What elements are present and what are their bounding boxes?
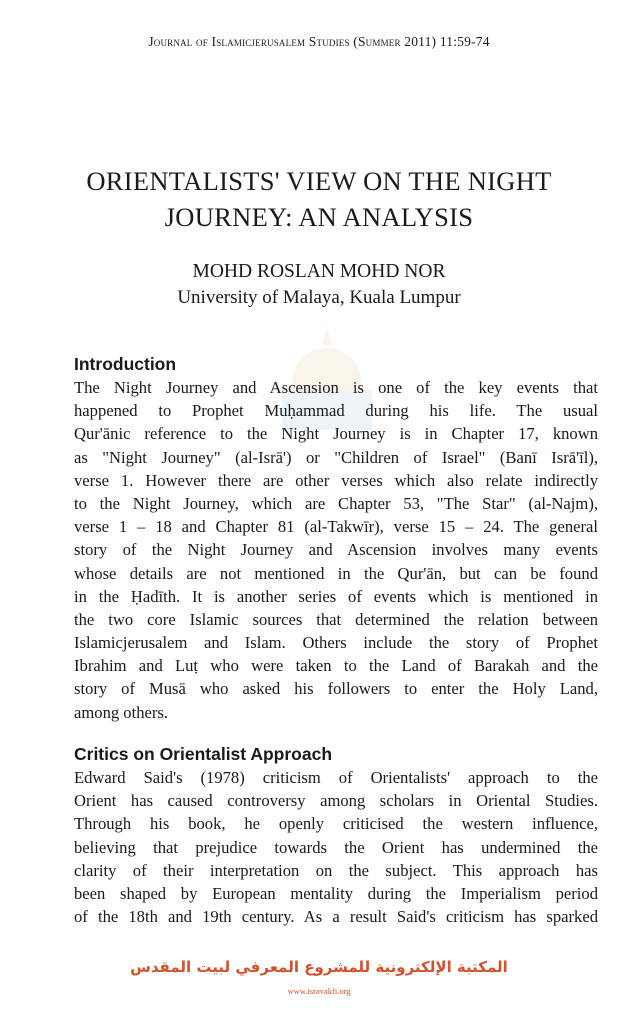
text-line: of the 18th and 19th century. As a result Said's criticism has sparked xyxy=(74,907,598,927)
text-line: clarity of their interpretation on the subject. This approach has xyxy=(74,860,598,880)
library-name-arabic: المكتبة الإلكترونية للمشروع المعرفي لبيت المقدس xyxy=(130,958,508,976)
text-line: verse 1 – 18 and Chapter 81 (al-Takwīr), verse 15 – 24. The general xyxy=(74,517,598,537)
text-line: in the Ḥadīth. It is another series of events which is mentioned in xyxy=(74,586,598,606)
text-line: story of Musā who asked his followers to enter the Holy Land, xyxy=(74,679,598,699)
text-line: been shaped by European mentality during the Imperialism period xyxy=(74,883,598,903)
introduction-paragraph xyxy=(74,376,598,724)
text-line: Orient has caused controversy among scholars in Oriental Studies. xyxy=(74,791,598,811)
section-heading-introduction: Introduction xyxy=(74,354,177,374)
title-line-1: ORIENTALISTS' VIEW ON THE NIGHT xyxy=(86,166,552,196)
author-name: MOHD ROSLAN MOHD NOR xyxy=(192,261,446,282)
journal-citation: Journal of Islamicjerusalem Studies (Summer 2011) 11:59-74 xyxy=(148,34,490,49)
text-line: happened to Prophet Muḥammad during his life. The usual xyxy=(74,401,598,421)
text-line: the two core Islamic sources that determined the relation between xyxy=(74,609,598,629)
library-url[interactable]: www.isravakfi.org xyxy=(287,986,351,996)
critics-paragraph xyxy=(74,766,598,928)
journal-header xyxy=(0,34,638,50)
text-line: story of the Night Journey and Ascension involves many events xyxy=(74,540,598,560)
text-line: to the Night Journey, which are Chapter 53, "The Star" (al-Najm), xyxy=(74,493,598,513)
text-line: The Night Journey and Ascension is one of the key events that xyxy=(74,378,598,397)
text-line: Islamicjerusalem and Islam. Others include the story of Prophet xyxy=(74,633,598,653)
text-line: believing that prejudice towards the Orient has undermined the xyxy=(74,837,598,857)
author-affiliation: University of Malaya, Kuala Lumpur xyxy=(177,287,461,308)
text-line: among others. xyxy=(74,702,169,722)
text-line: Edward Said's (1978) criticism of Orientalists' approach to the xyxy=(74,768,598,787)
text-line: Through his book, he openly criticised the western influence, xyxy=(74,814,598,834)
text-line: verse 1. However there are other verses which also relate indirectly xyxy=(74,470,598,490)
text-line: Ibrahim and Luṭ who were taken to the Land of Barakah and the xyxy=(74,656,598,676)
text-line: Qur'ānic reference to the Night Journey is in Chapter 17, known xyxy=(74,424,598,444)
section-heading-critics: Critics on Orientalist Approach xyxy=(74,744,333,764)
text-line: whose details are not mentioned in the Qur'ān, but can be found xyxy=(74,563,598,583)
title-line-2: JOURNEY: AN ANALYSIS xyxy=(164,202,474,232)
article-title xyxy=(40,163,598,235)
text-line: as "Night Journey" (al-Isrā') or "Children of Israel" (Banī Isrā'īl), xyxy=(74,447,598,467)
